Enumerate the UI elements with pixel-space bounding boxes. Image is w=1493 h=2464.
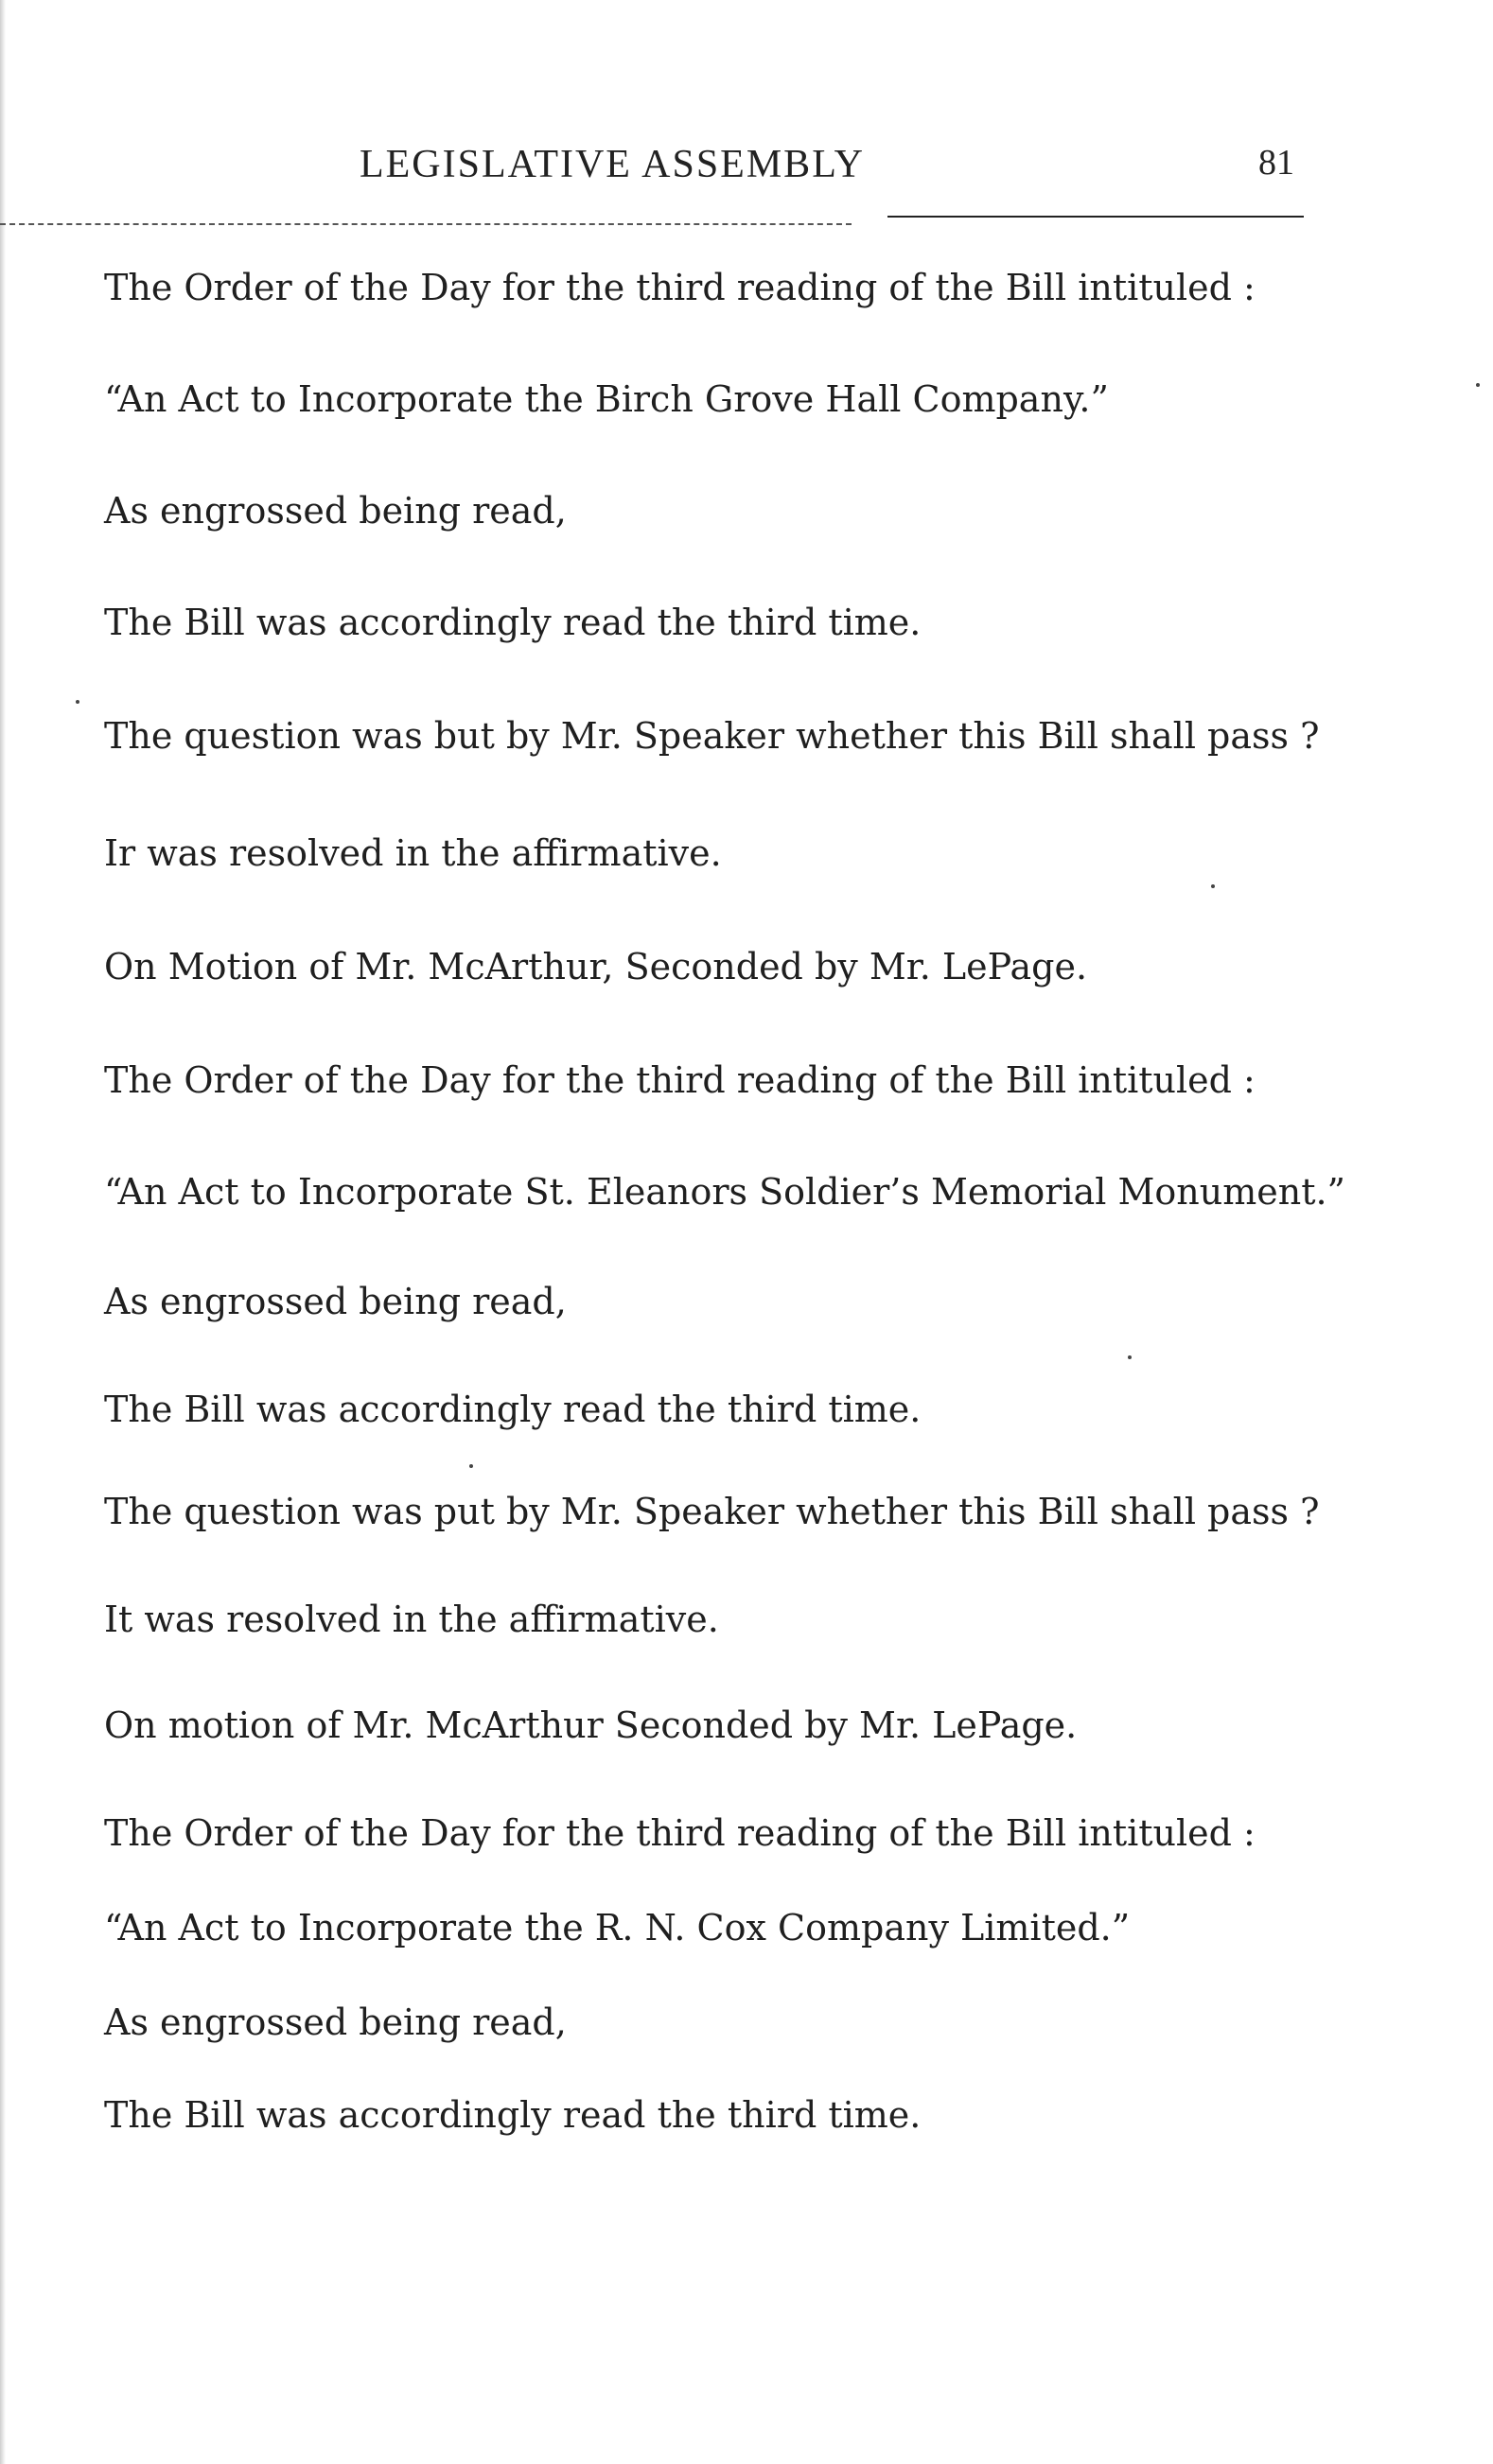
text-line: As engrossed being read, — [104, 490, 567, 532]
text-line: As engrossed being read, — [104, 1281, 567, 1322]
text-line: On motion of Mr. McArthur Seconded by Mr. LePage. — [104, 1704, 1078, 1746]
page-header-title: LEGISLATIVE ASSEMBLY — [360, 143, 865, 186]
scan-speck — [469, 1464, 473, 1468]
text-line: The Order of the Day for the third reading of the Bill intituled : — [104, 1059, 1256, 1101]
text-line: The Bill was accordingly read the third time. — [104, 2094, 922, 2136]
running-head — [0, 142, 1493, 199]
text-line: “An Act to Incorporate the Birch Grove Hall Company.” — [104, 378, 1109, 420]
scan-edge-shadow — [0, 0, 6, 2464]
text-line: The Order of the Day for the third reading of the Bill intituled : — [104, 267, 1256, 308]
scan-speck — [1211, 884, 1215, 888]
text-line: “An Act to Incorporate St. Eleanors Soldier’s Memorial Monument.” — [104, 1171, 1345, 1213]
text-line: The question was but by Mr. Speaker whether this Bill shall pass ? — [104, 715, 1320, 757]
text-line: As engrossed being read, — [104, 2001, 567, 2043]
scan-speck — [1476, 383, 1480, 387]
text-line: The Bill was accordingly read the third time. — [104, 1389, 922, 1430]
header-rule-right — [887, 216, 1304, 218]
text-line: Ir was resolved in the affirmative. — [104, 832, 722, 874]
text-line: “An Act to Incorporate the R. N. Cox Company Limited.” — [104, 1907, 1131, 1948]
scan-speck — [1128, 1355, 1132, 1359]
text-line: It was resolved in the affirmative. — [104, 1599, 719, 1640]
text-line: The Order of the Day for the third reading of the Bill intituled : — [104, 1812, 1256, 1854]
scan-speck — [76, 700, 79, 704]
page-number: 81 — [1258, 143, 1294, 183]
text-line: The Bill was accordingly read the third time. — [104, 602, 922, 643]
text-line: On Motion of Mr. McArthur, Seconded by Mr. LePage. — [104, 946, 1088, 987]
text-line: The question was put by Mr. Speaker whether this Bill shall pass ? — [104, 1491, 1320, 1532]
header-rule-left — [0, 223, 852, 225]
